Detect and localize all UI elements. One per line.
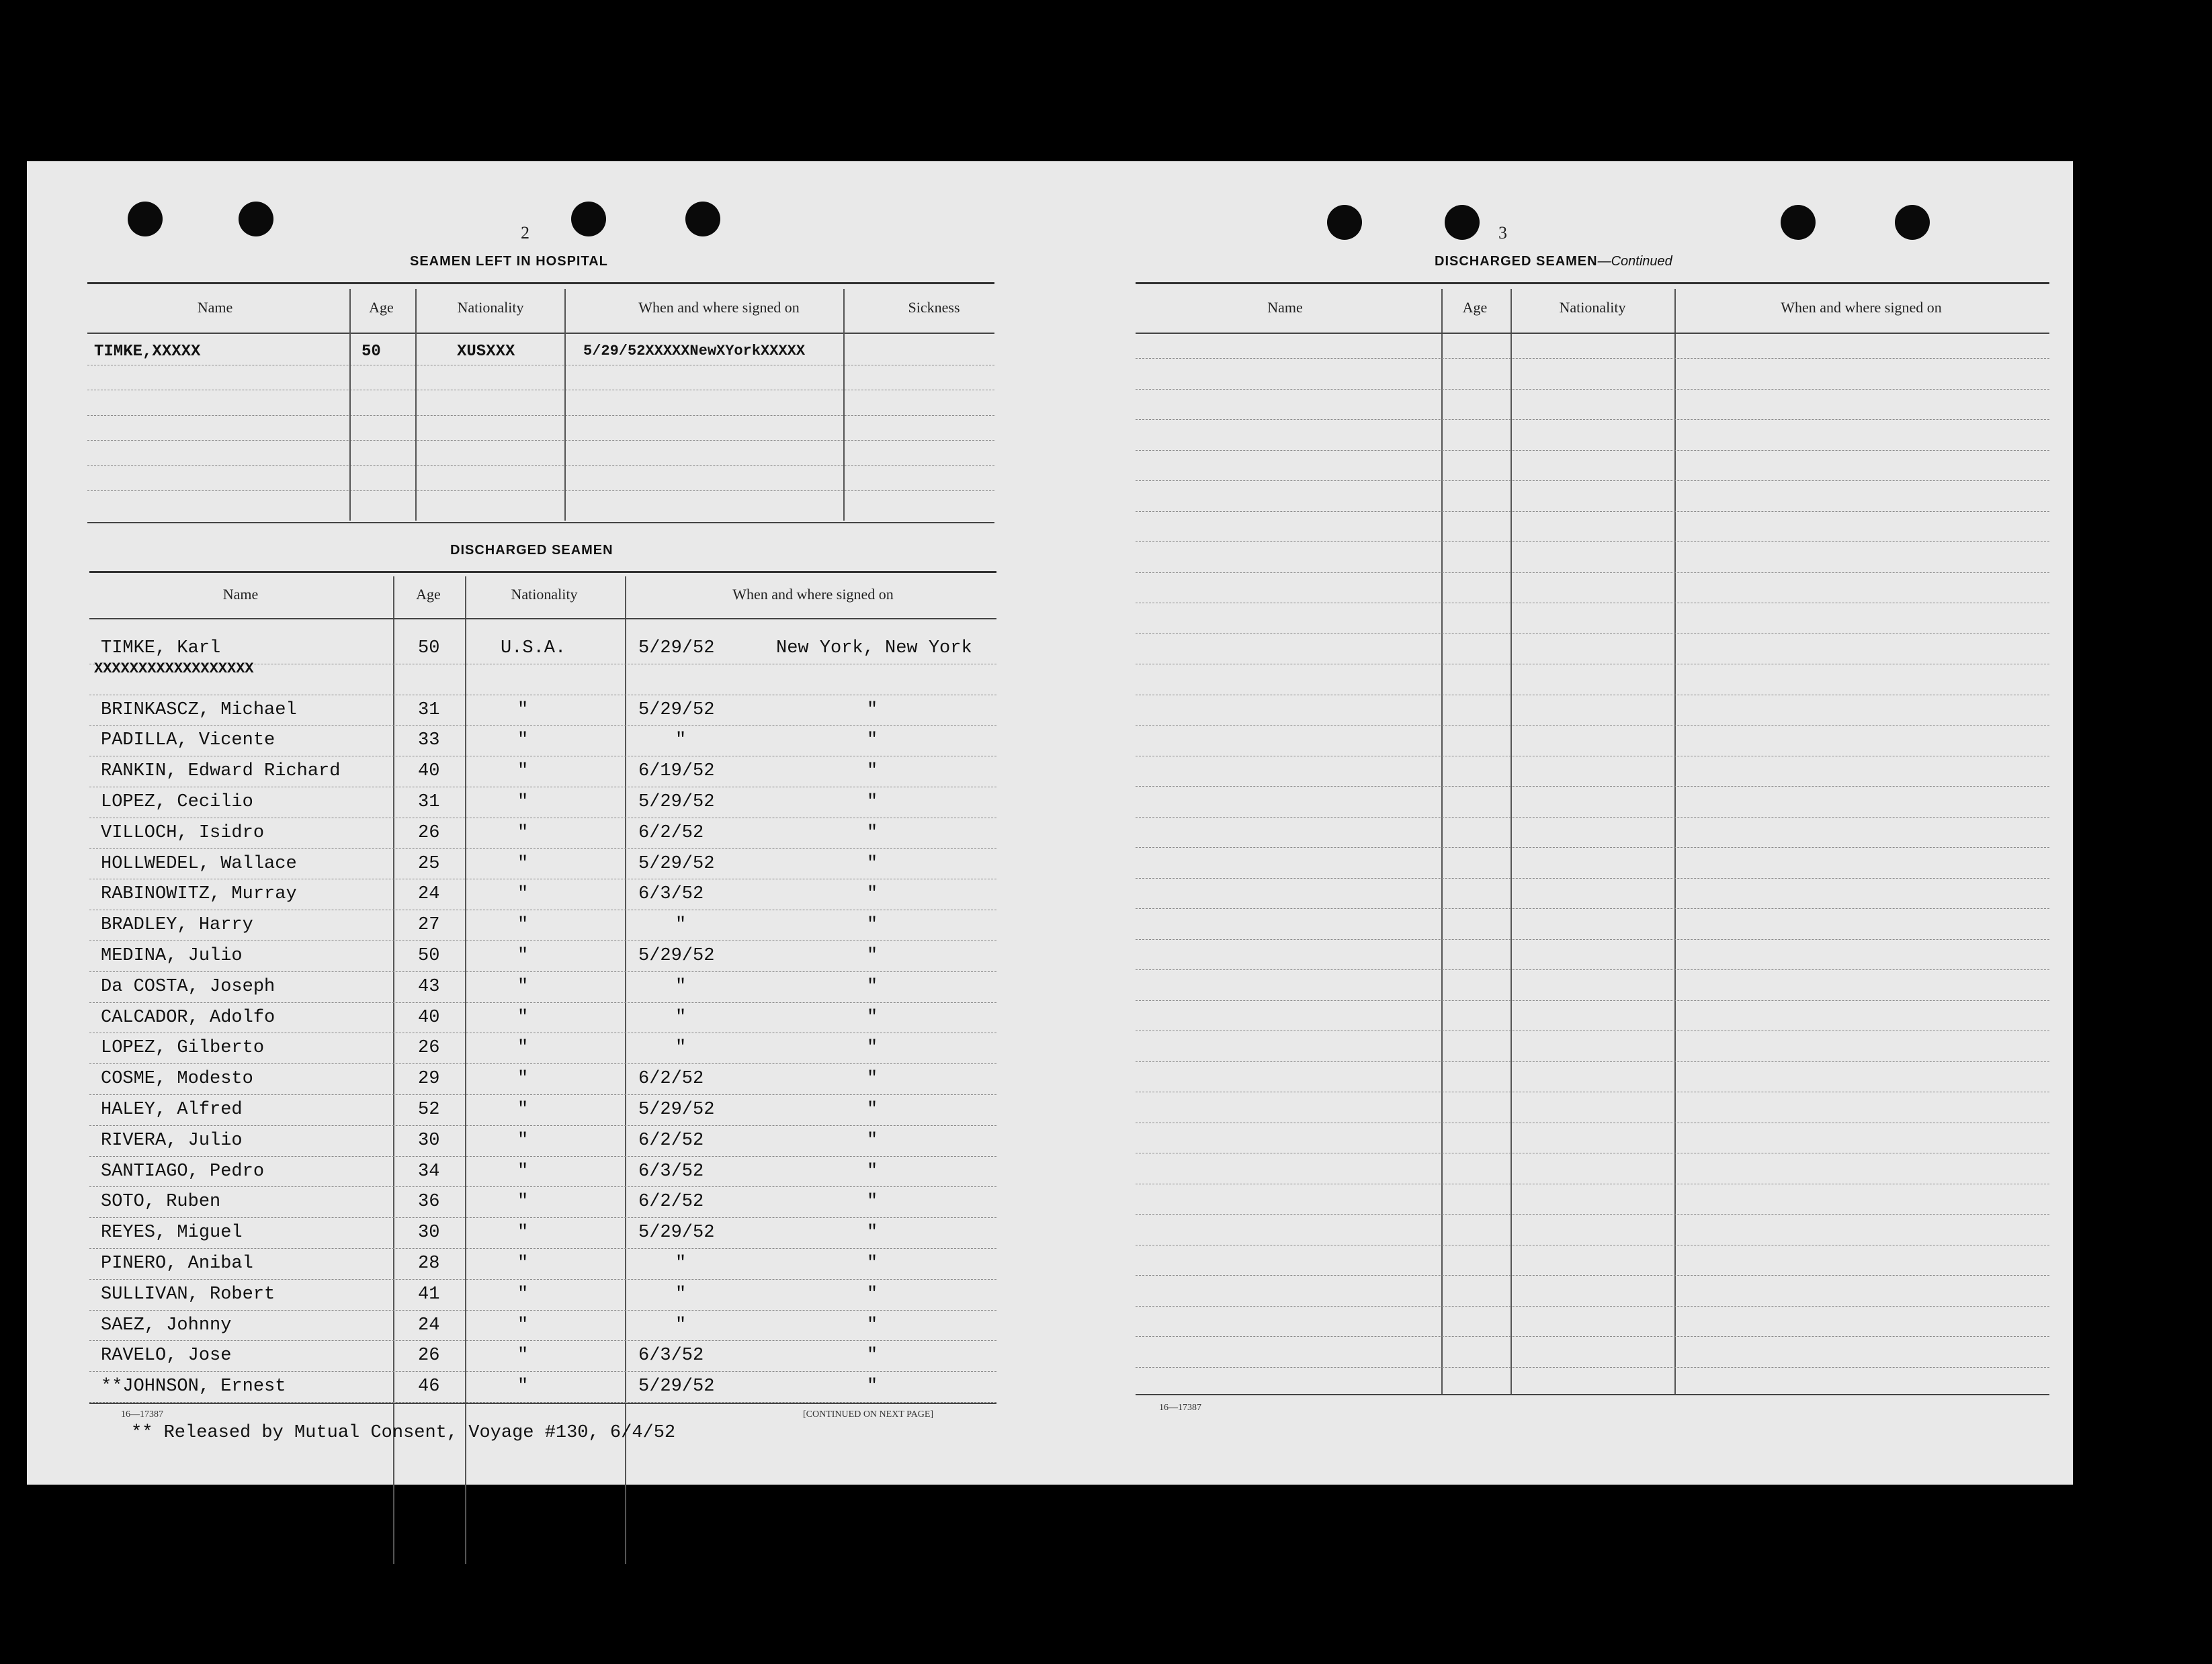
place-cell: " bbox=[867, 1346, 878, 1366]
column-header-age: Age bbox=[416, 586, 441, 603]
nationality-cell: " bbox=[517, 1315, 529, 1335]
document-sheet bbox=[27, 161, 2073, 1485]
table-rule bbox=[1136, 633, 2049, 634]
nationality-cell: " bbox=[517, 1192, 529, 1213]
age-cell: 24 bbox=[418, 1315, 440, 1335]
table-rule bbox=[1136, 450, 2049, 451]
place-cell: " bbox=[867, 915, 878, 936]
column-header-age: Age bbox=[369, 299, 394, 316]
table-rule bbox=[89, 1063, 996, 1064]
nationality-cell: " bbox=[517, 884, 529, 905]
nationality-cell: " bbox=[517, 915, 529, 936]
name-cell: CALCADOR, Adolfo bbox=[101, 1007, 275, 1028]
nationality-cell: " bbox=[517, 730, 529, 751]
age-cell: 40 bbox=[418, 1007, 440, 1028]
column-divider bbox=[1674, 289, 1676, 1394]
table-rule bbox=[1136, 1275, 2049, 1276]
date-cell: 6/2/52 bbox=[638, 822, 704, 843]
table-rule bbox=[1136, 847, 2049, 848]
date-cell: 5/29/52 bbox=[638, 699, 715, 720]
table-rule bbox=[1136, 480, 2049, 481]
name-cell: BRADLEY, Harry bbox=[101, 915, 253, 936]
age-cell: 26 bbox=[418, 822, 440, 843]
hospital-title: SEAMEN LEFT IN HOSPITAL bbox=[410, 254, 608, 269]
age-cell: 28 bbox=[418, 1254, 440, 1274]
nationality-cell: " bbox=[517, 853, 529, 874]
name-cell: HOLLWEDEL, Wallace bbox=[101, 853, 297, 874]
place-cell: New York, New York bbox=[776, 638, 972, 658]
date-cell: 5/29/52 bbox=[638, 1376, 715, 1397]
table-rule bbox=[1136, 572, 2049, 573]
age-cell: 52 bbox=[418, 1100, 440, 1120]
nationality-cell: " bbox=[517, 1038, 529, 1059]
table-rule bbox=[89, 1403, 996, 1404]
nationality-cell: " bbox=[517, 1284, 529, 1305]
form-number: 16—17387 bbox=[121, 1409, 163, 1419]
age-cell: 33 bbox=[418, 730, 440, 751]
column-header-name: Name bbox=[197, 299, 233, 316]
table-rule bbox=[87, 440, 994, 441]
table-rule bbox=[89, 1125, 996, 1126]
age-cell: 26 bbox=[418, 1038, 440, 1059]
name-cell: COSME, Modesto bbox=[101, 1069, 253, 1090]
place-cell: " bbox=[867, 1069, 878, 1090]
place-cell: " bbox=[867, 946, 878, 966]
age-cell: 24 bbox=[418, 884, 440, 905]
nationality-cell: " bbox=[517, 1223, 529, 1243]
table-rule bbox=[1136, 1214, 2049, 1215]
table-rule bbox=[87, 465, 994, 466]
table-rule bbox=[1136, 1336, 2049, 1337]
place-cell: " bbox=[867, 822, 878, 843]
age-cell: 46 bbox=[418, 1376, 440, 1397]
form-number: 16—17387 bbox=[1159, 1403, 1201, 1413]
column-divider bbox=[564, 289, 566, 521]
place-cell: " bbox=[867, 853, 878, 874]
table-rule bbox=[1136, 908, 2049, 909]
table-rule bbox=[87, 522, 994, 523]
date-cell: 6/3/52 bbox=[638, 1161, 704, 1182]
table-rule bbox=[1136, 1394, 2049, 1395]
date-cell: 5/29/52 bbox=[638, 946, 715, 966]
name-cell: SULLIVAN, Robert bbox=[101, 1284, 275, 1305]
name-cell: SOTO, Ruben bbox=[101, 1192, 221, 1213]
age-cell: 26 bbox=[418, 1346, 440, 1366]
continued-note: [CONTINUED ON NEXT PAGE] bbox=[803, 1409, 934, 1419]
nationality-cell: " bbox=[517, 792, 529, 812]
title-text: DISCHARGED SEAMEN bbox=[1435, 254, 1598, 269]
place-cell: " bbox=[867, 1315, 878, 1335]
place-cell: " bbox=[867, 1007, 878, 1028]
date-cell: 5/29/52 bbox=[638, 638, 715, 658]
struck-name: TIMKE,XXXXX bbox=[94, 343, 201, 361]
name-cell: PINERO, Anibal bbox=[101, 1254, 253, 1274]
nationality-cell: " bbox=[517, 1007, 529, 1028]
nationality-cell: " bbox=[517, 1346, 529, 1366]
date-cell: 6/2/52 bbox=[638, 1130, 704, 1151]
nationality-cell: " bbox=[517, 946, 529, 966]
column-divider bbox=[1511, 289, 1512, 1394]
table-rule bbox=[89, 1310, 996, 1311]
table-rule bbox=[89, 1340, 996, 1341]
table-rule bbox=[1136, 419, 2049, 420]
table-rule bbox=[1136, 1061, 2049, 1062]
age-cell: 34 bbox=[418, 1161, 440, 1182]
table-rule bbox=[89, 1248, 996, 1249]
name-cell: REYES, Miguel bbox=[101, 1223, 243, 1243]
age-cell: 41 bbox=[418, 1284, 440, 1305]
nationality-cell: " bbox=[517, 976, 529, 997]
table-rule bbox=[89, 1002, 996, 1003]
date-cell: 6/2/52 bbox=[638, 1069, 704, 1090]
nationality-cell: " bbox=[517, 761, 529, 782]
date-cell: " bbox=[675, 1315, 687, 1335]
discharged-continued-title bbox=[1435, 254, 1672, 269]
column-header-nationality: Nationality bbox=[511, 586, 578, 603]
date-cell: 5/29/52 bbox=[638, 1223, 715, 1243]
discharged-title: DISCHARGED SEAMEN bbox=[450, 543, 613, 558]
column-divider bbox=[1441, 289, 1443, 1394]
table-rule bbox=[87, 490, 994, 491]
place-cell: " bbox=[867, 1038, 878, 1059]
title-suffix: —Continued bbox=[1597, 254, 1672, 269]
struck-row: XXXXXXXXXXXXXXXXXX bbox=[94, 660, 254, 677]
date-cell: " bbox=[675, 1007, 687, 1028]
nationality-cell: " bbox=[517, 1161, 529, 1182]
name-cell: RABINOWITZ, Murray bbox=[101, 884, 297, 905]
table-rule bbox=[89, 1371, 996, 1372]
page-number: 2 bbox=[521, 223, 529, 243]
age-cell: 31 bbox=[418, 699, 440, 720]
name-cell: Da COSTA, Joseph bbox=[101, 976, 275, 997]
table-rule bbox=[1136, 1000, 2049, 1001]
place-cell: " bbox=[867, 699, 878, 720]
nationality-cell: " bbox=[517, 1130, 529, 1151]
column-header-nationality: Nationality bbox=[457, 299, 524, 316]
name-cell: LOPEZ, Gilberto bbox=[101, 1038, 265, 1059]
column-header-when-where: When and where signed on bbox=[1781, 299, 1942, 316]
table-rule bbox=[1136, 333, 2049, 334]
right-page bbox=[1055, 161, 2049, 1485]
name-cell: MEDINA, Julio bbox=[101, 946, 243, 966]
table-rule bbox=[89, 725, 996, 726]
nationality-cell: U.S.A. bbox=[501, 638, 566, 658]
age-cell: 36 bbox=[418, 1192, 440, 1213]
place-cell: " bbox=[867, 976, 878, 997]
name-cell: LOPEZ, Cecilio bbox=[101, 792, 253, 812]
age-cell: 30 bbox=[418, 1130, 440, 1151]
date-cell: 5/29/52 bbox=[638, 853, 715, 874]
column-divider bbox=[415, 289, 417, 521]
place-cell: " bbox=[867, 792, 878, 812]
table-rule bbox=[1136, 541, 2049, 542]
place-cell: " bbox=[867, 1376, 878, 1397]
age-cell: 27 bbox=[418, 915, 440, 936]
age-cell: 43 bbox=[418, 976, 440, 997]
place-cell: " bbox=[867, 1284, 878, 1305]
table-rule bbox=[89, 1217, 996, 1218]
date-cell: " bbox=[675, 1038, 687, 1059]
name-cell: SANTIAGO, Pedro bbox=[101, 1161, 265, 1182]
place-cell: " bbox=[867, 1161, 878, 1182]
table-rule bbox=[1136, 786, 2049, 787]
table-rule bbox=[1136, 878, 2049, 879]
date-cell: 6/3/52 bbox=[638, 1346, 704, 1366]
column-header-name: Name bbox=[222, 586, 259, 603]
footnote: ** Released by Mutual Consent, Voyage #130, 6/4/52 bbox=[131, 1423, 676, 1443]
nationality-cell: " bbox=[517, 1069, 529, 1090]
column-header-name: Name bbox=[1267, 299, 1303, 316]
date-cell: " bbox=[675, 730, 687, 751]
table-rule bbox=[1136, 939, 2049, 940]
date-cell: 6/3/52 bbox=[638, 884, 704, 905]
date-cell: " bbox=[675, 915, 687, 936]
divider bbox=[1136, 282, 2049, 284]
table-rule bbox=[87, 415, 994, 416]
place-cell: " bbox=[867, 1130, 878, 1151]
column-header-when-where: When and where signed on bbox=[732, 586, 894, 603]
column-divider bbox=[843, 289, 845, 521]
nationality-cell: " bbox=[517, 699, 529, 720]
column-header-age: Age bbox=[1462, 299, 1488, 316]
place-cell: " bbox=[867, 1192, 878, 1213]
date-cell: " bbox=[675, 976, 687, 997]
date-cell: " bbox=[675, 1254, 687, 1274]
age-cell: 31 bbox=[418, 792, 440, 812]
age-cell: 50 bbox=[418, 638, 440, 658]
table-rule bbox=[1136, 389, 2049, 390]
date-cell: 5/29/52 bbox=[638, 1100, 715, 1120]
left-page bbox=[27, 161, 1001, 1485]
divider bbox=[89, 571, 996, 573]
name-cell: VILLOCH, Isidro bbox=[101, 822, 265, 843]
column-divider bbox=[349, 289, 351, 521]
date-cell: 6/19/52 bbox=[638, 761, 715, 782]
table-rule bbox=[87, 333, 994, 334]
struck-nationality: XUSXXX bbox=[457, 343, 515, 361]
column-header-when-where: When and where signed on bbox=[638, 299, 800, 316]
place-cell: " bbox=[867, 884, 878, 905]
table-rule bbox=[1136, 1367, 2049, 1368]
place-cell: " bbox=[867, 1223, 878, 1243]
table-rule bbox=[89, 1094, 996, 1095]
table-rule bbox=[1136, 817, 2049, 818]
nationality-cell: " bbox=[517, 1376, 529, 1397]
name-cell: **JOHNSON, Ernest bbox=[101, 1376, 286, 1397]
place-cell: " bbox=[867, 761, 878, 782]
nationality-cell: " bbox=[517, 1100, 529, 1120]
table-rule bbox=[1136, 725, 2049, 726]
table-rule bbox=[89, 1186, 996, 1187]
struck-age: 50 bbox=[361, 343, 381, 361]
place-cell: " bbox=[867, 1100, 878, 1120]
place-cell: " bbox=[867, 730, 878, 751]
date-cell: " bbox=[675, 1284, 687, 1305]
column-header-nationality: Nationality bbox=[1559, 299, 1626, 316]
table-rule bbox=[89, 848, 996, 849]
age-cell: 29 bbox=[418, 1069, 440, 1090]
table-rule bbox=[1136, 969, 2049, 970]
age-cell: 30 bbox=[418, 1223, 440, 1243]
table-rule bbox=[1136, 358, 2049, 359]
date-cell: 6/2/52 bbox=[638, 1192, 704, 1213]
column-header-sickness: Sickness bbox=[908, 299, 960, 316]
nationality-cell: " bbox=[517, 822, 529, 843]
age-cell: 50 bbox=[418, 946, 440, 966]
age-cell: 25 bbox=[418, 853, 440, 874]
table-rule bbox=[89, 940, 996, 941]
table-rule bbox=[1136, 1306, 2049, 1307]
name-cell: RANKIN, Edward Richard bbox=[101, 761, 341, 782]
age-cell: 40 bbox=[418, 761, 440, 782]
table-rule bbox=[89, 618, 996, 619]
table-rule bbox=[89, 971, 996, 972]
nationality-cell: " bbox=[517, 1254, 529, 1274]
name-cell: RAVELO, Jose bbox=[101, 1346, 232, 1366]
page-number: 3 bbox=[1498, 223, 1507, 243]
place-cell: " bbox=[867, 1254, 878, 1274]
table-rule bbox=[89, 1156, 996, 1157]
table-rule bbox=[89, 1279, 996, 1280]
date-cell: 5/29/52 bbox=[638, 792, 715, 812]
struck-when-where: 5/29/52XXXXXNewXYorkXXXXX bbox=[583, 343, 806, 359]
name-cell: HALEY, Alfred bbox=[101, 1100, 243, 1120]
name-cell: RIVERA, Julio bbox=[101, 1130, 243, 1151]
name-cell: BRINKASCZ, Michael bbox=[101, 699, 297, 720]
name-cell: SAEZ, Johnny bbox=[101, 1315, 232, 1335]
table-rule bbox=[1136, 511, 2049, 512]
divider bbox=[87, 282, 994, 284]
name-cell: PADILLA, Vicente bbox=[101, 730, 275, 751]
name-cell: TIMKE, Karl bbox=[101, 638, 221, 658]
